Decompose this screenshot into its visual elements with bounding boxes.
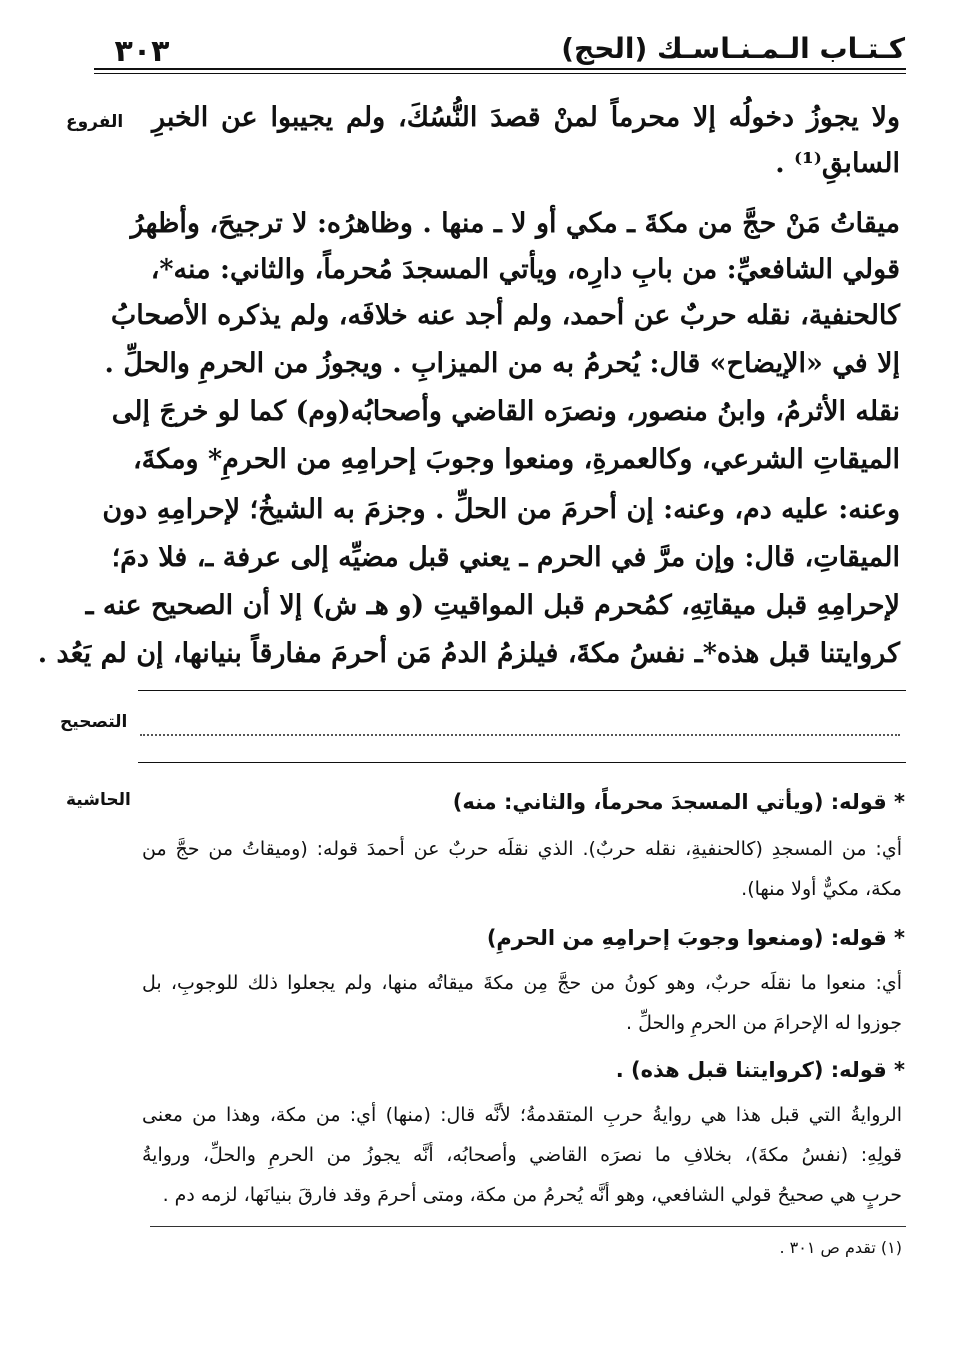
main-text-line: الميقاتِ الشرعي، وكالعمرةِ، ومنعوا وجوبَ إحرامِهِ من الحرمِ* ومكةَ، bbox=[132, 444, 900, 475]
note-heading: * قوله: (ومنعوا وجوبَ إحرامِهِ من الحرمِ) bbox=[486, 926, 905, 950]
footnote: (١) تقدم ص ٣٠١ . bbox=[779, 1238, 902, 1257]
note-line: قولِهِ: (نفسُ مكةَ)، بخلافِ ما نصرَه القاضي وأصحابُه، أنَّه يجوزُ من الحرمِ والحلِّ، وروايةُ bbox=[142, 1144, 902, 1166]
note-line: الروايةُ التي قبل هذا هي روايةُ حربِ المتقدمةُ؛ لأنَّه قال: (منها) أي: من مكة، وهذا من معنى bbox=[142, 1104, 902, 1126]
main-text-line: وعنه: عليه دم، وعنه: إن أحرمَ من الحلِّ . وجزمَ به الشيخُ؛ لإحرامِهِ دون bbox=[102, 494, 900, 525]
header-rule bbox=[94, 68, 906, 70]
note-heading: * قوله: (كروايتنا قبل هذه) . bbox=[615, 1058, 905, 1082]
footnote-rule bbox=[150, 1226, 906, 1227]
section-divider bbox=[138, 690, 906, 691]
main-text-line: إلا في «الإيضاح» قال: يُحرمُ به من الميزابِ . ويجوزُ من الحرمِ والحلِّ . bbox=[104, 348, 900, 379]
note-line: حربٍ هي صحيحُ قولي الشافعي، وهو أنَّه يُحرمُ من مكة، ومتى أحرمَ وقد فارقَ بنيانَها، لزمه دم . bbox=[162, 1184, 902, 1206]
book-title: كـتـاب الـمـنـاسـك (الحج) bbox=[561, 32, 905, 65]
note-line: أي: من المسجدِ (كالحنفيةِ، نقله حربٌ). الذي نقلَه حربٌ عن أحمدَ قوله: (وميقاتُ من حجَّ من bbox=[142, 838, 902, 860]
section-label-hashiya: الحاشية bbox=[66, 790, 131, 810]
main-text-line: لإحرامِهِ قبل ميقاتِهِ، كمُحرم قبل المواقيتِ (و هـ ش) إلا أن الصحيح عنه ـ bbox=[85, 590, 900, 621]
note-heading: * قوله: (ويأتي المسجدَ محرماً، والثاني: منه) bbox=[452, 790, 905, 814]
section-label-furu: الفروع bbox=[66, 112, 124, 132]
section-divider bbox=[138, 762, 906, 763]
section-label-tashih: التصحيح bbox=[60, 712, 128, 732]
main-text-line: ميقاتُ مَنْ حجَّ من مكةَ ـ مكي أو لا ـ منها . وظاهرُه: لا ترجيحَ، وأظهرُ bbox=[130, 208, 900, 239]
main-text-line: ولا يجوزُ دخولُه إلا محرماً لمنْ قصدَ النُّسُكَ، ولم يجيبوا عن الخبرِ bbox=[152, 102, 900, 133]
note-line: جوزوا له الإحرامَ من الحرمِ والحلِّ . bbox=[626, 1012, 902, 1034]
note-line: أي: منعوا ما نقلَه حربٌ، وهو كونُ من حجَّ مِن مكةَ ميقاتُه منها، ولم يجعلوا ذلك للوجوبِ، بل bbox=[142, 972, 902, 994]
header-rule-thin bbox=[94, 73, 906, 74]
main-text-line: الميقاتِ، قال: وإن مرَّ في الحرم ـ يعني قبل مضيِّه إلى عرفة ـ، فلا دمَ؛ bbox=[111, 542, 900, 573]
main-text-line: كروايتنا قبل هذه*ـ نفسُ مكةَ، فيلزمُ الدمُ مَن أحرمَ مفارقاً بنيانها، إن لم يَعُد . bbox=[37, 638, 900, 669]
main-text-line: كالحنفية، نقله حربٌ عن أحمد، ولم أجد عنه خلافَه، ولم يذكره الأصحابُ bbox=[110, 300, 900, 331]
main-text-line: قولي الشافعيِّ: من بابِ دارِه، ويأتي المسجدَ مُحرماً، والثاني: منه*، bbox=[150, 254, 900, 285]
note-line: مكة، مكيٌّ أولا منها). bbox=[741, 878, 902, 900]
main-text-line: نقله الأثرمُ، وابنُ منصور، ونصرَه القاضي وأصحابُه(وم) كما لو خرجَ إلى bbox=[111, 396, 900, 427]
main-text-line: السابقِ⁽¹⁾ . bbox=[775, 148, 900, 179]
page-number: ٣٠٣ bbox=[114, 34, 170, 69]
tashih-dotted-line bbox=[140, 734, 900, 736]
